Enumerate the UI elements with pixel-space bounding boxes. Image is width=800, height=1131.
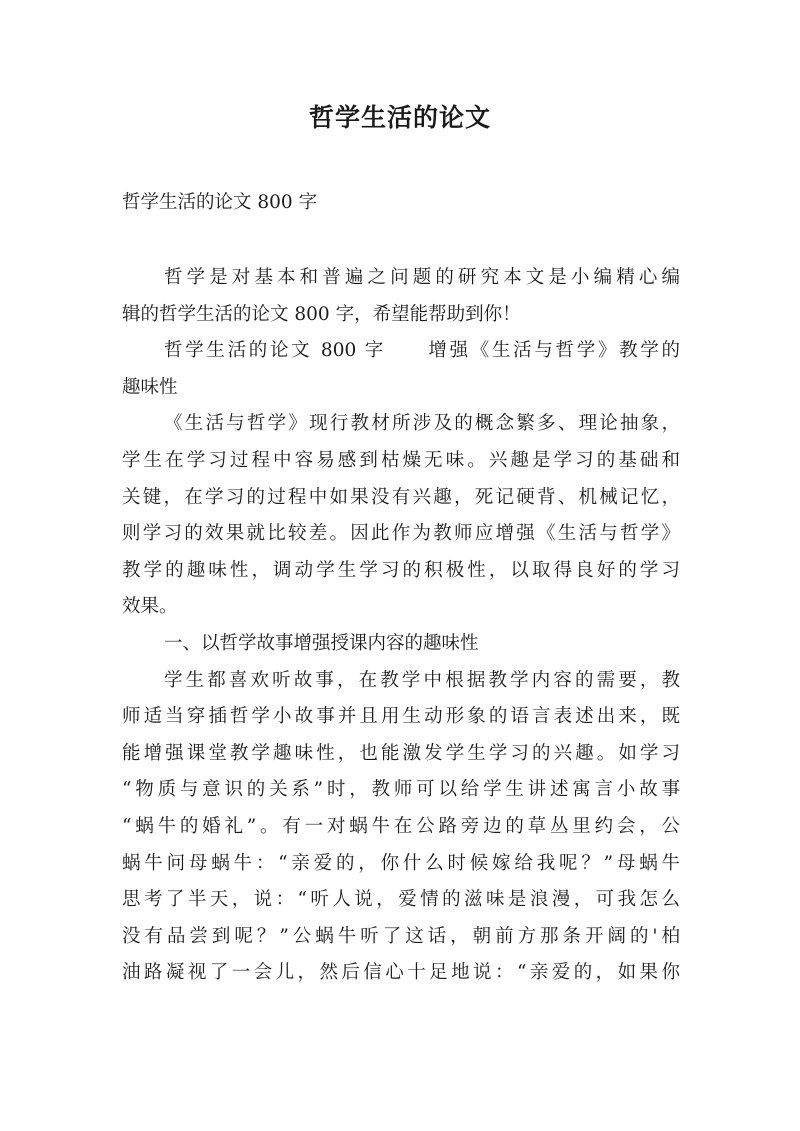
paragraph-line: 没有品尝到呢？”公蜗牛听了这话，朝前方那条开阔的'柏 (122, 925, 680, 947)
paragraph-line: 学生都喜欢听故事，在教学中根据教学内容的需要，教 (164, 669, 680, 691)
section-heading: 一、以哲学故事增强授课内容的趣味性 (164, 632, 479, 654)
paragraph-line: 哲学生活的论文 800 字 增强《生活与哲学》教学的 (164, 340, 680, 362)
paragraph-line: 则学习的效果就比较差。因此作为教师应增强《生活与哲学》 (122, 523, 680, 545)
paragraph-line: “蜗牛的婚礼”。有一对蜗牛在公路旁边的草丛里约会，公 (122, 815, 680, 837)
paragraph-line: 师适当穿插哲学小故事并且用生动形象的语言表述出来，既 (122, 706, 680, 728)
paragraph-line: 学生在学习过程中容易感到枯燥无味。兴趣是学习的基础和 (122, 449, 680, 471)
document-title: 哲学生活的论文 (308, 103, 491, 132)
paragraph-line: 辑的哲学生活的论文 800 字，希望能帮助到你！ (122, 303, 521, 325)
document-body (122, 260, 680, 992)
paragraph-line: 效果。 (122, 596, 178, 618)
paragraph-line: 趣味性 (122, 376, 178, 398)
paragraph-line: 《生活与哲学》现行教材所涉及的概念繁多、理论抽象， (164, 413, 680, 435)
paragraph-line: 关键，在学习的过程中如果没有兴趣，死记硬背、机械记忆， (122, 486, 680, 508)
document-subtitle: 哲学生活的论文 800 字 (122, 192, 318, 213)
paragraph-line: “物质与意识的关系”时，教师可以给学生讲述寓言小故事 (122, 779, 680, 801)
paragraph-line: 油路凝视了一会儿，然后信心十足地说：“亲爱的，如果你 (122, 962, 680, 984)
paragraph-line: 教学的趣味性，调动学生学习的积极性，以取得良好的学习 (122, 559, 680, 581)
paragraph-line: 思考了半天，说：“听人说，爱情的滋味是浪漫，可我怎么 (122, 889, 680, 911)
paragraph-line: 蜗牛问母蜗牛：“亲爱的，你什么时候嫁给我呢？”母蜗牛 (122, 852, 680, 874)
paragraph-line: 哲学是对基本和普遍之问题的研究本文是小编精心编 (164, 267, 680, 288)
paragraph-line: 能增强课堂教学趣味性，也能激发学生学习的兴趣。如学习 (122, 742, 680, 764)
